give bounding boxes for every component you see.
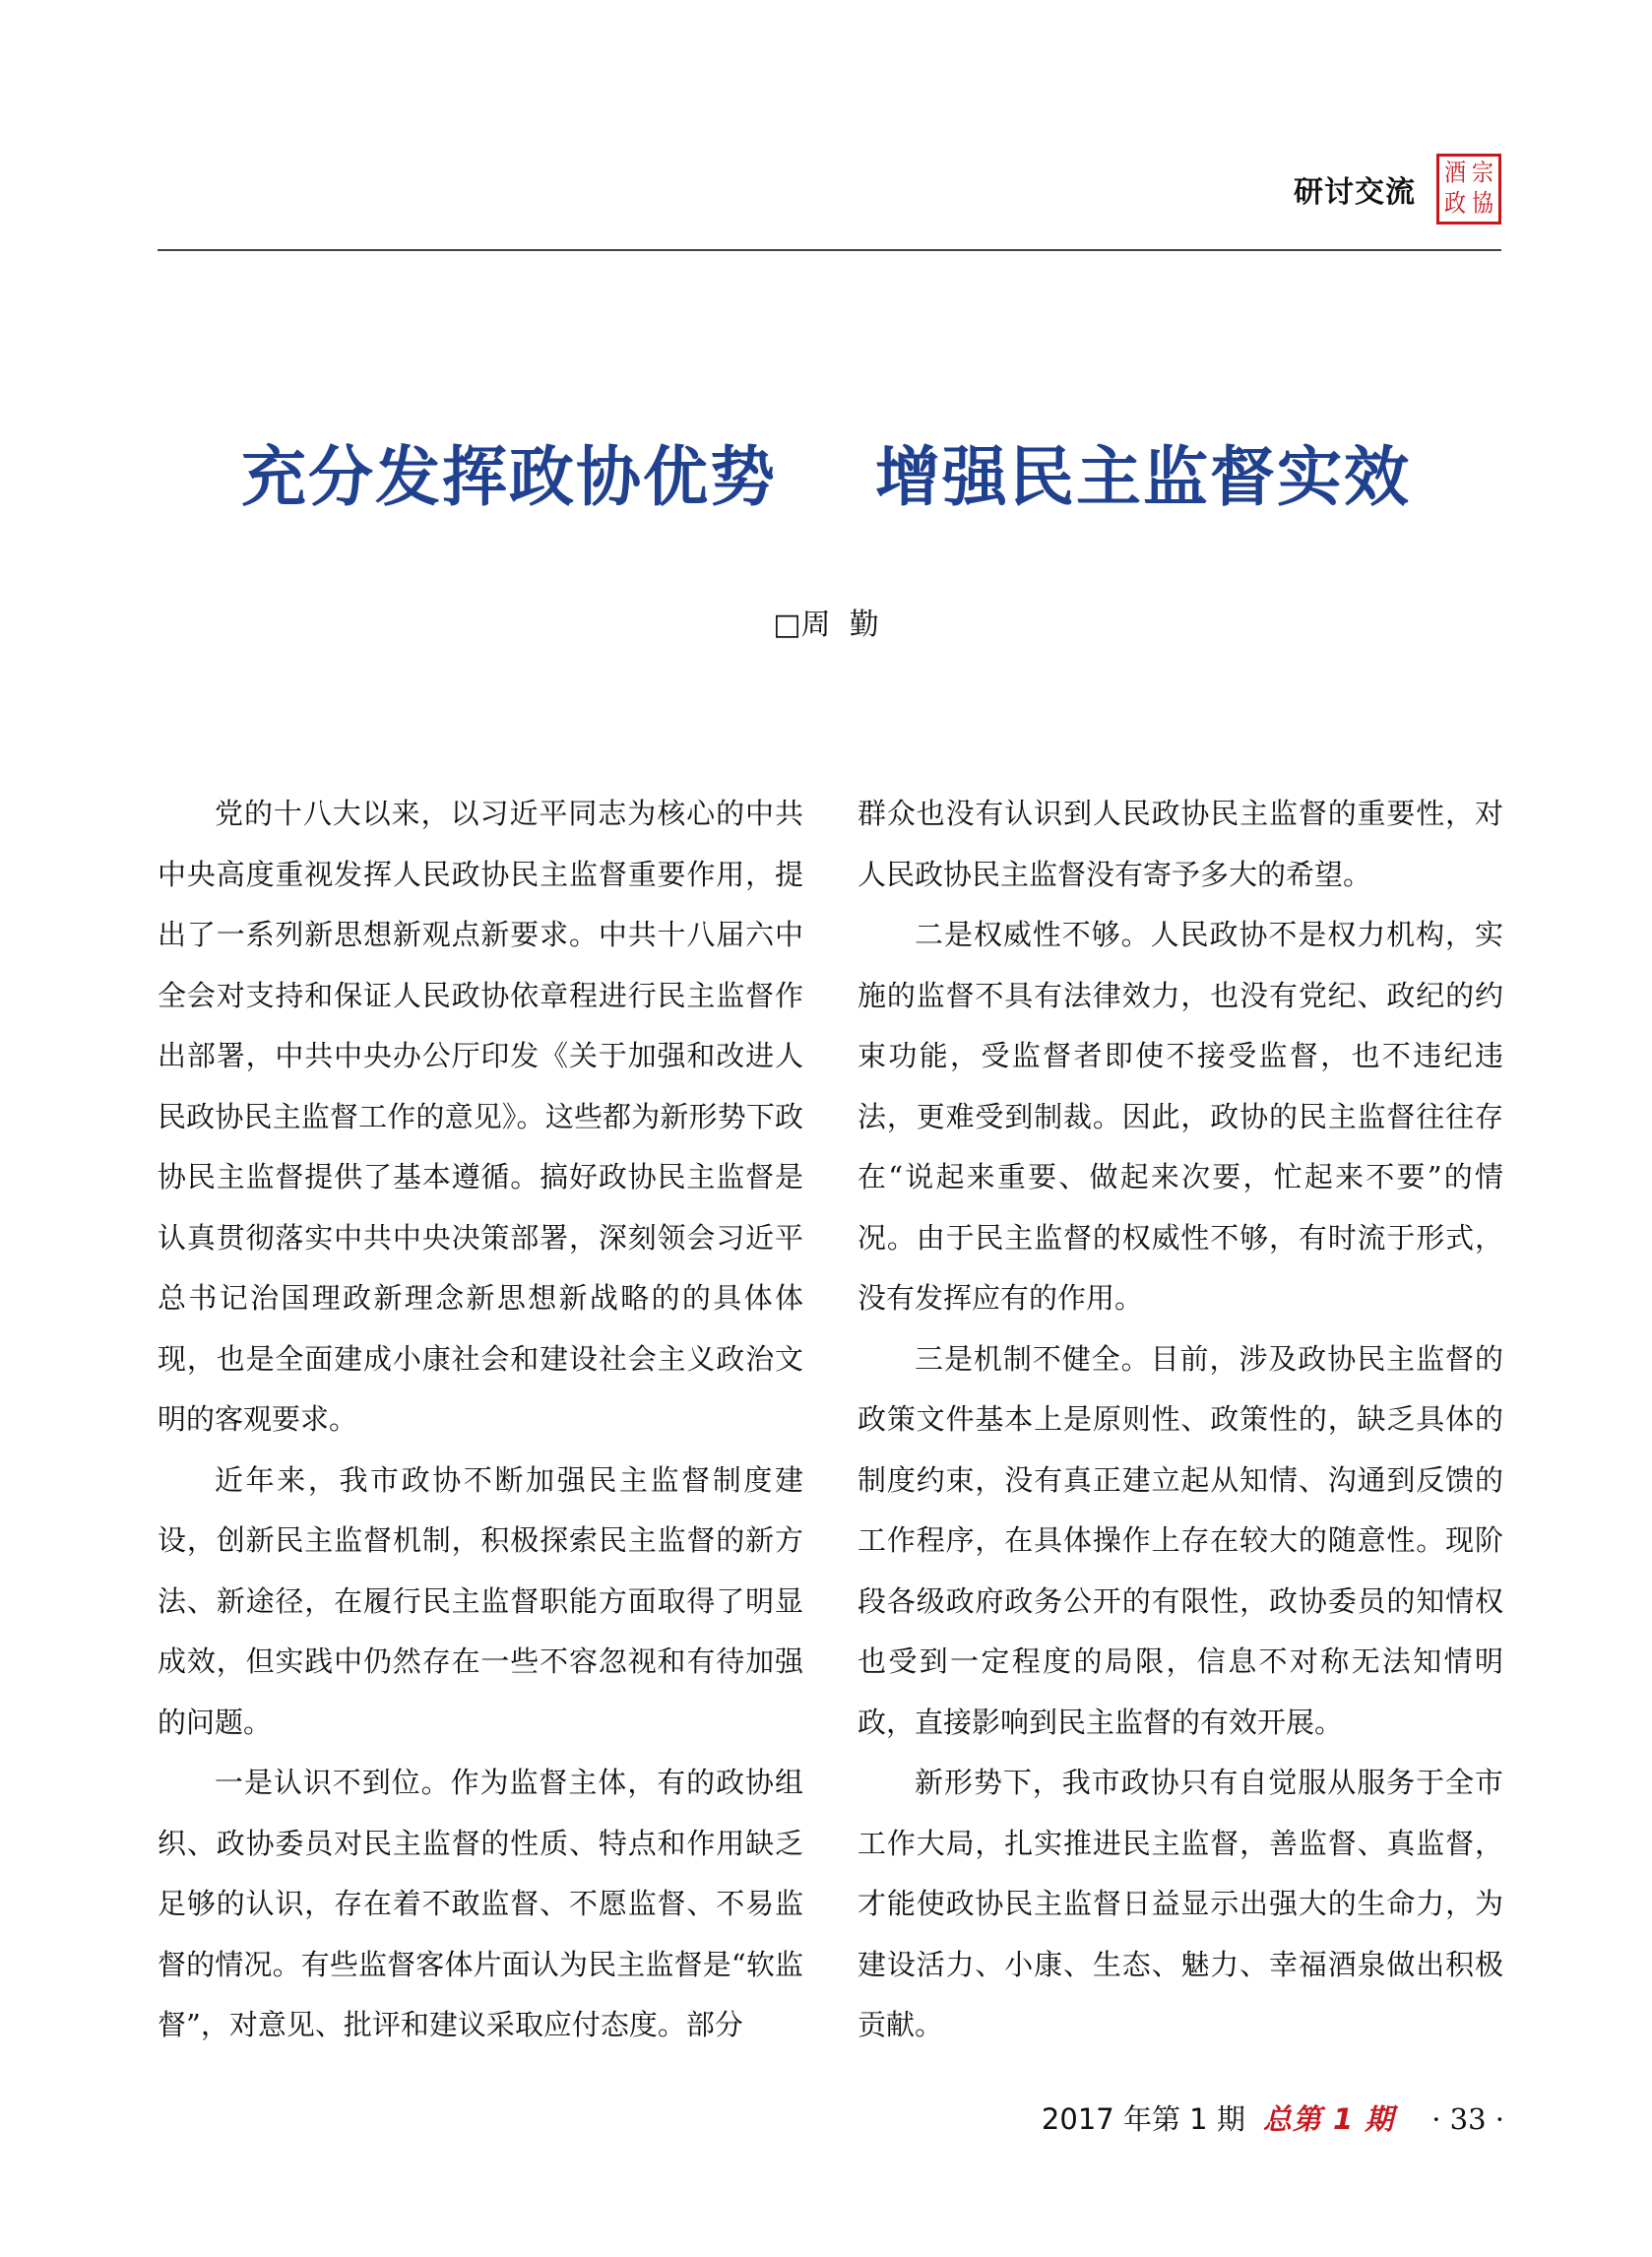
paragraph-continuation: 群众也没有认识到人民政协民主监督的重要性，对人民政协民主监督没有寄予多大的希望。 xyxy=(858,797,1503,891)
page-footer xyxy=(1042,2099,1504,2139)
right-column xyxy=(858,784,1503,2056)
logo-seal xyxy=(1436,154,1501,225)
section-title: 研讨交流 xyxy=(1294,175,1416,210)
seal-char: 宗 xyxy=(1471,160,1493,187)
article-author: □周 勤 xyxy=(773,608,879,642)
seal-char: 酒 xyxy=(1443,160,1466,187)
issue-brand: 总第 1 期 xyxy=(1262,2102,1395,2136)
paragraph: 二是权威性不够。人民政协不是权力机构，实施的监督不具有法律效力，也没有党纪、政纪的约束功能，受监督者即使不接受监督，也不违纪违法，更难受到制裁。因此，政协的民主监督往往存在“说起来重要、做起来次要，忙起来不要”的情况。由于民主监督的权威性不够，有时流于形式，没有发挥应有的作用。 xyxy=(858,918,1503,1315)
article-title: 充分发挥政协优势 增强民主监督实效 xyxy=(241,439,1411,515)
seal-char: 政 xyxy=(1443,190,1466,218)
seal-char: 協 xyxy=(1471,190,1493,218)
paragraph: 党的十八大以来，以习近平同志为核心的中共中央高度重视发挥人民政协民主监督重要作用，提出了一系列新思想新观点新要求。中共十八届六中全会对支持和保证人民政协依章程进行民主监督作出部署，中共中央办公厅印发《关于加强和改进人民政协民主监督工作的意见》。这些都为新形势下政协民主监督提供了基本遵循。搞好政协民主监督是认真贯彻落实中共中央决策部署，深刻领会习近平总书记治国理政新理念新思想新战略的的具体体现，也是全面建成小康社会和建设社会主义政治文明的客观要求。 xyxy=(158,797,803,1436)
paragraph: 一是认识不到位。作为监督主体，有的政协组织、政协委员对民主监督的性质、特点和作用缺乏足够的认识，存在着不敢监督、不愿监督、不易监督的情况。有些监督客体片面认为民主监督是“软监督”，对意见、批评和建议采取应付态度。部分 xyxy=(158,1766,803,2041)
paragraph: 新形势下，我市政协只有自觉服从服务于全市工作大局，扎实推进民主监督，善监督、真监督，才能使政协民主监督日益显示出强大的生命力，为建设活力、小康、生态、魅力、幸福酒泉做出积极贡献。 xyxy=(858,1766,1503,2041)
page-number: · 33 · xyxy=(1431,2102,1504,2136)
issue-label: 2017 年第 1 期 xyxy=(1041,2102,1245,2136)
paragraph: 近年来，我市政协不断加强民主监督制度建设，创新民主监督机制，积极探索民主监督的新方法、新途径，在履行民主监督职能方面取得了明显成效，但实践中仍然存在一些不容忽视和有待加强的问题。 xyxy=(158,1462,803,1739)
paragraph: 三是机制不健全。目前，涉及政协民主监督的政策文件基本上是原则性、政策性的，缺乏具体的制度约束，没有真正建立起从知情、沟通到反馈的工作程序，在具体操作上存在较大的随意性。现阶段各级政府政务公开的有限性，政协委员的知情权也受到一定程度的局限，信息不对称无法知情明政，直接影响到民主监督的有效开展。 xyxy=(858,1341,1503,1739)
header-divider xyxy=(158,249,1501,251)
left-column xyxy=(158,784,803,2056)
